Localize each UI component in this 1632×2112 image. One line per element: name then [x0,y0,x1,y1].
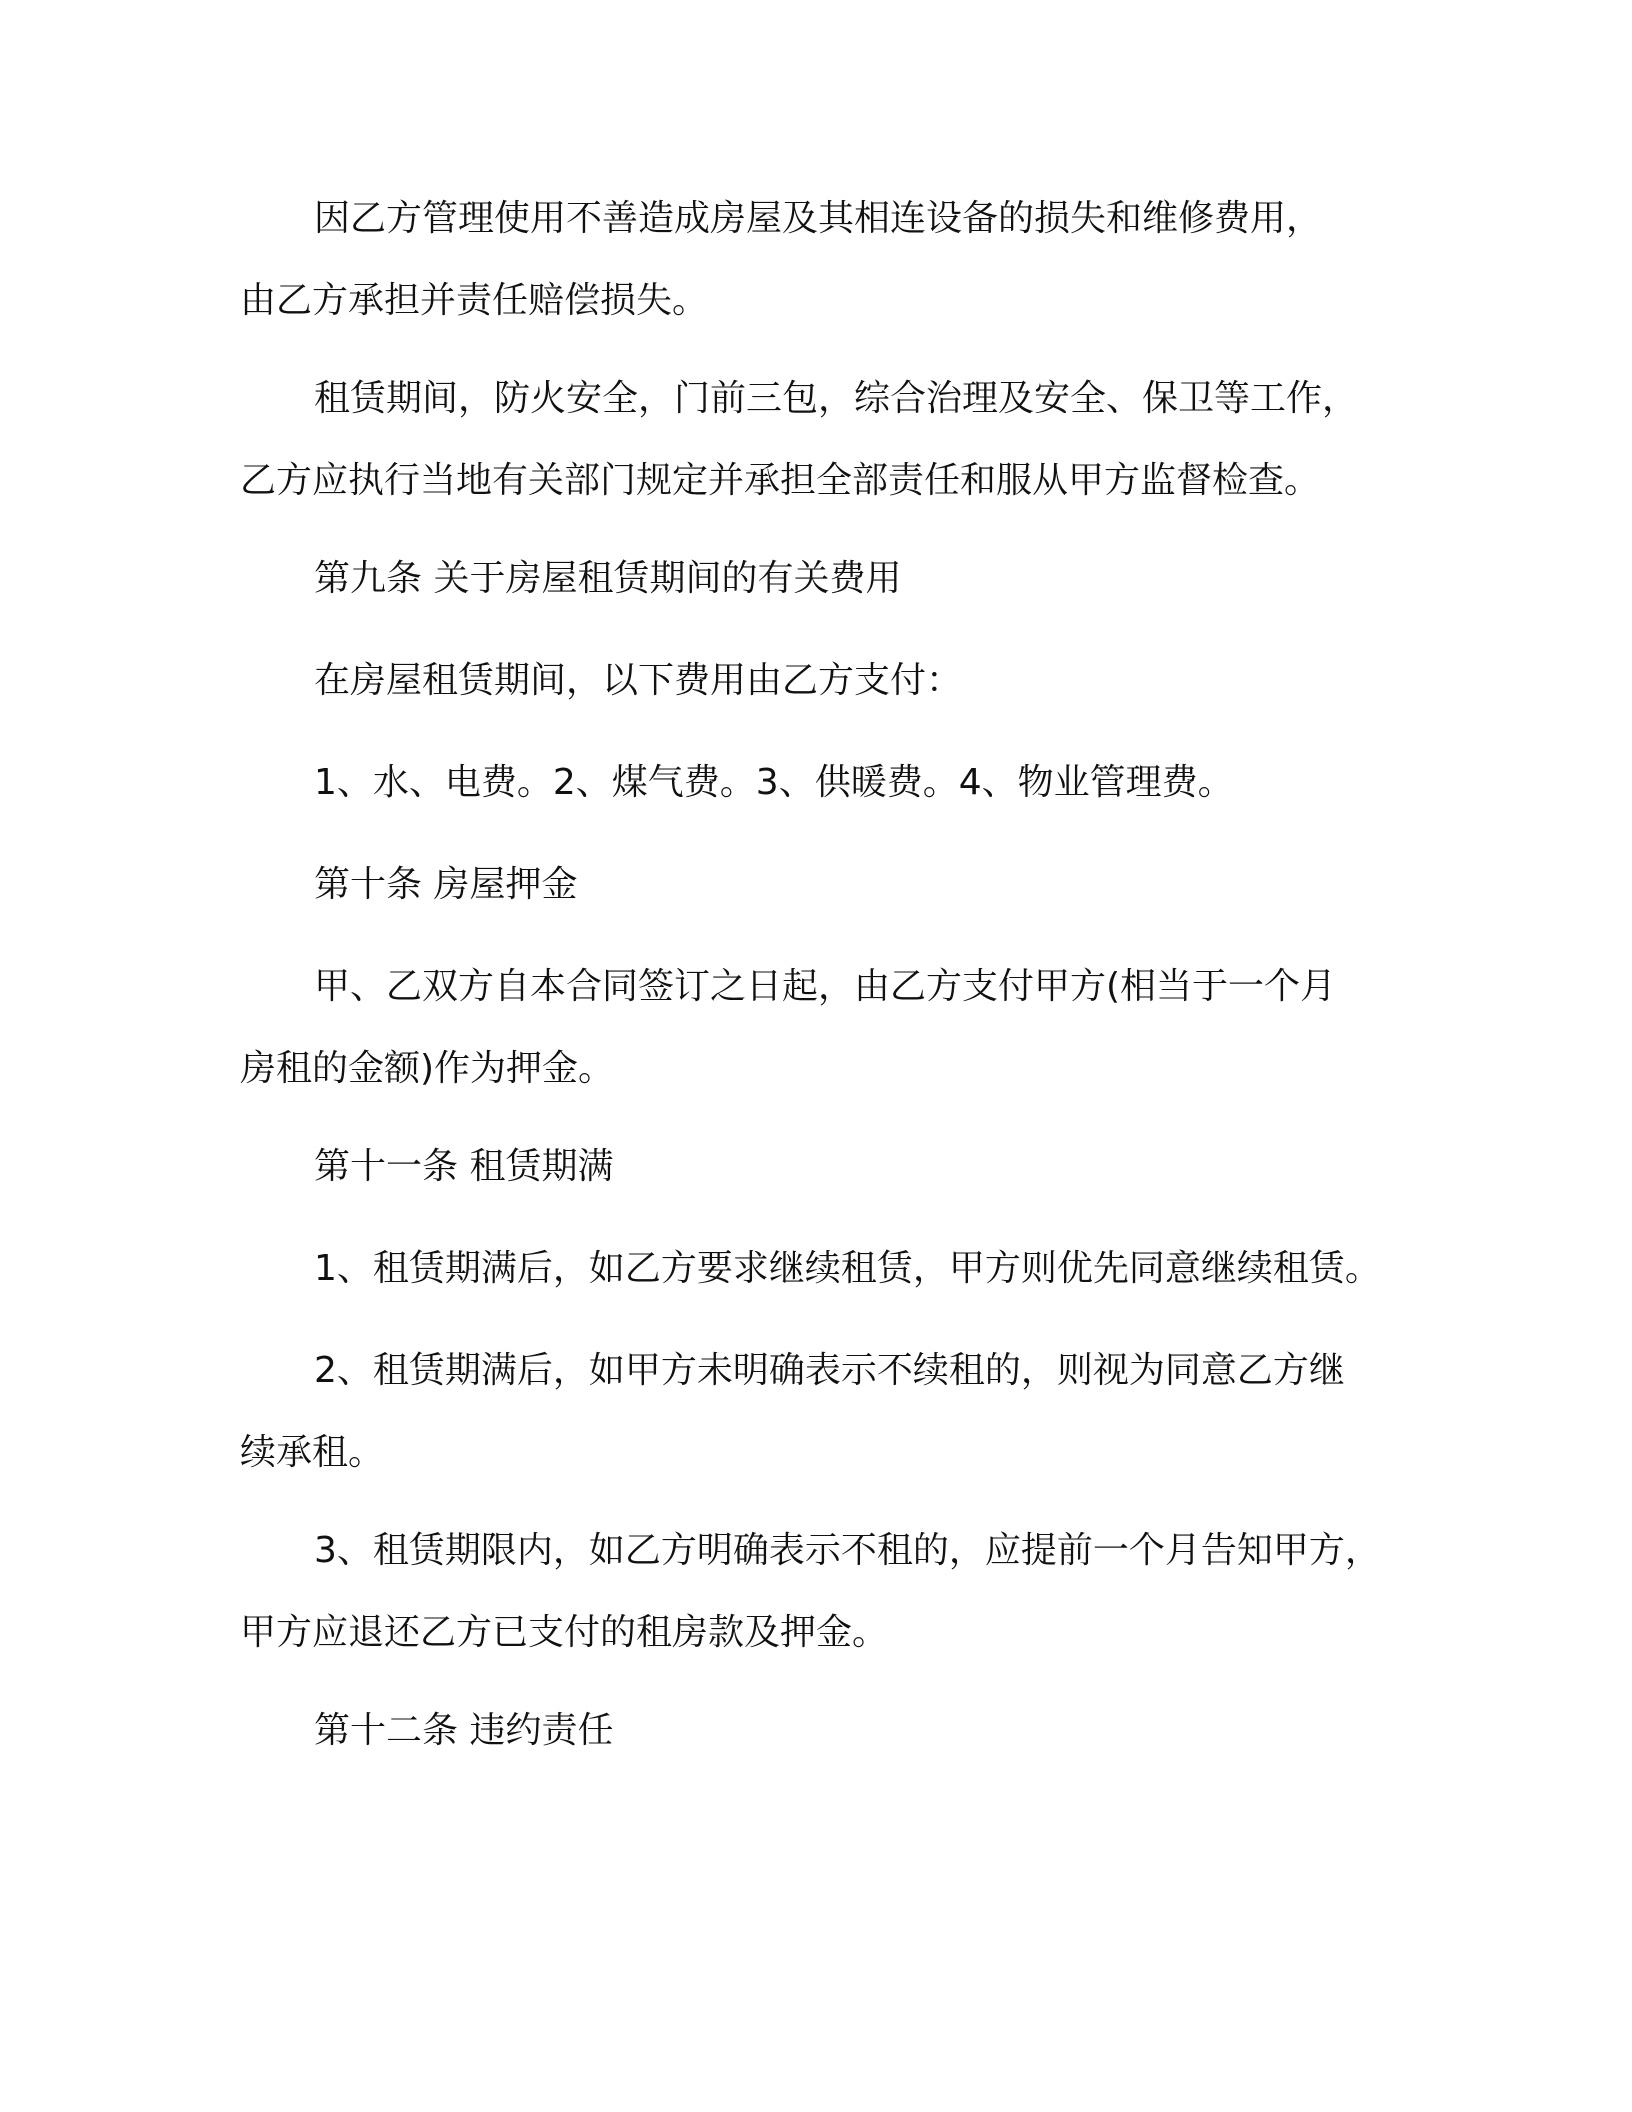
paragraph-renewal-2 [240,1330,1410,1494]
paragraph-line: 1、水、电费。2、煤气费。3、供暖费。4、物业管理费。 [314,762,1234,803]
paragraph-line: 1、租赁期满后，如乙方要求继续租赁，甲方则优先同意继续租赁。 [314,1248,1381,1289]
paragraph-line: 2、租赁期满后，如甲方未明确表示不续租的，则视为同意乙方继 [314,1350,1345,1391]
paragraph-line: 第十二条 违约责任 [314,1710,614,1751]
paragraph-line: 续承租。 [240,1432,385,1473]
paragraph-fire-safety [240,358,1410,522]
paragraph-deposit [240,946,1410,1110]
heading-article-11 [240,1126,1410,1208]
paragraph-line: 甲、乙双方自本合同签订之日起，由乙方支付甲方(相当于一个月 [314,966,1337,1007]
paragraph-line: 由乙方承担并责任赔偿损失。 [240,280,709,321]
paragraph-damage-liability [240,178,1410,342]
paragraph-line: 乙方应执行当地有关部门规定并承担全部责任和服从甲方监督检查。 [240,460,1321,501]
paragraph-line: 甲方应退还乙方已支付的租房款及押金。 [240,1612,889,1653]
paragraph-line: 第十条 房屋押金 [314,864,578,905]
paragraph-line: 租赁期间，防火安全，门前三包，综合治理及安全、保卫等工作， [314,378,1359,419]
heading-article-9 [240,538,1410,620]
paragraph-renewal-3 [240,1510,1410,1674]
paragraph-line: 第十一条 租赁期满 [314,1146,614,1187]
paragraph-line: 因乙方管理使用不善造成房屋及其相连设备的损失和维修费用， [314,198,1323,239]
paragraph-renewal-1 [240,1228,1410,1310]
paragraph-line: 3、租赁期限内，如乙方明确表示不租的，应提前一个月告知甲方， [314,1530,1381,1571]
paragraph-fees-intro [240,640,1410,722]
heading-article-10 [240,844,1410,926]
paragraph-fee-list [240,742,1410,824]
paragraph-line: 在房屋租赁期间，以下费用由乙方支付： [314,660,963,701]
heading-article-12 [240,1690,1410,1772]
paragraph-line: 房租的金额)作为押金。 [240,1048,615,1089]
paragraph-line: 第九条 关于房屋租赁期间的有关费用 [314,558,902,599]
